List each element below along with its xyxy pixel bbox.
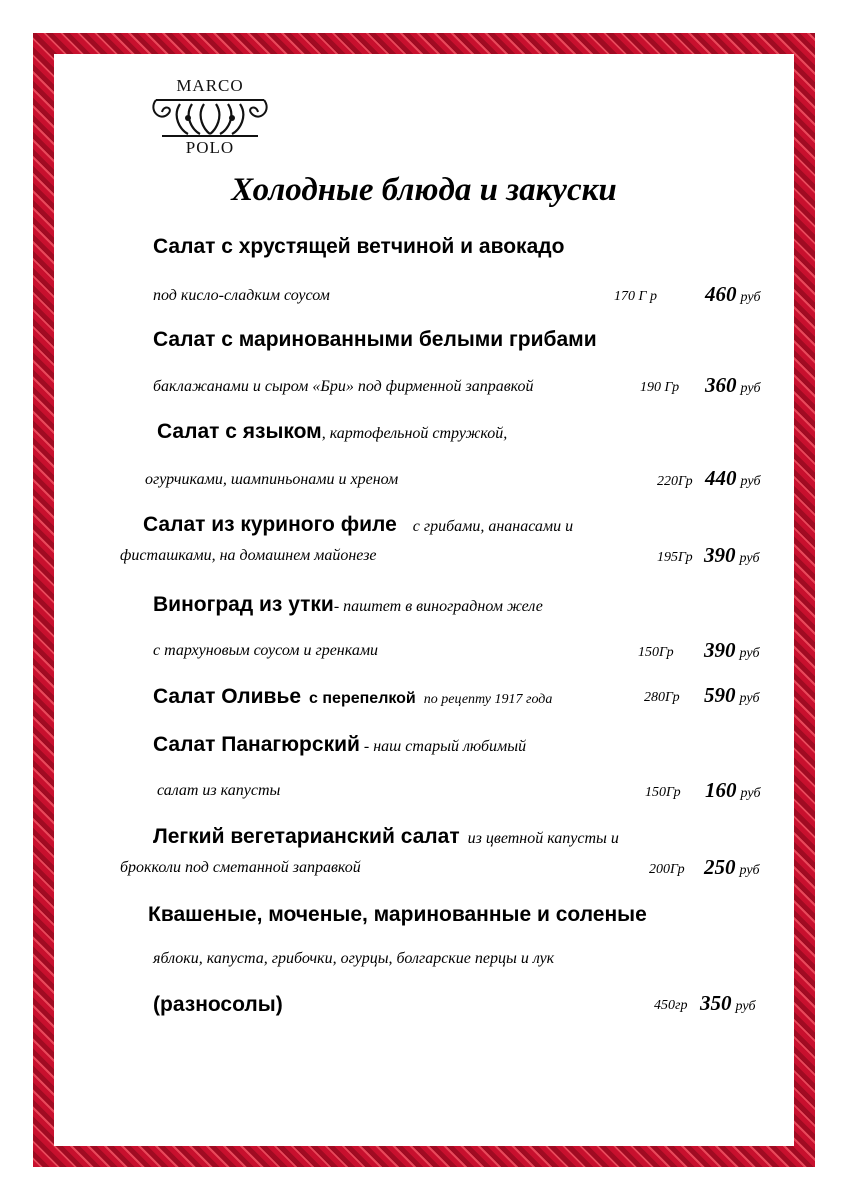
page-title: Холодные блюда и закуски (231, 172, 617, 208)
item-7-description: салат из капусты (157, 782, 281, 799)
item-8-weight: 200Гр (649, 862, 685, 877)
item-7-currency: руб (740, 786, 761, 801)
item-5-price: 390 (704, 638, 736, 662)
item-1-price: 460 (705, 282, 737, 306)
item-9-weight: 450гр (654, 998, 688, 1013)
item-1-price-group (705, 282, 761, 307)
item-4-weight: 195Гр (657, 550, 693, 565)
item-4-price: 390 (704, 543, 736, 567)
item-2-price: 360 (705, 373, 737, 397)
item-2-description: баклажанами и сыром «Бри» под фирменной заправкой (153, 378, 534, 395)
item-3-title-line (157, 420, 507, 444)
item-6-price-group (704, 683, 760, 708)
item-7-price-group (705, 778, 761, 803)
item-8-name: Легкий вегетарианский салат (153, 825, 460, 848)
item-8-price: 250 (704, 855, 736, 879)
item-4-inline-description: с грибами, ананасами и (412, 518, 574, 535)
item-5-description: с тархуновым соусом и гренками (153, 642, 379, 659)
item-2-price-group (705, 373, 761, 398)
item-7-weight: 150Гр (645, 785, 681, 800)
item-5-title-line (153, 593, 543, 617)
item-1-description: под кисло-сладким соусом (153, 287, 330, 304)
item-6-inline-description: по рецепту 1917 года (423, 692, 553, 707)
item-4-title-line (143, 513, 573, 537)
item-2-name: Салат с маринованными белыми грибами (153, 328, 597, 351)
item-8-currency: руб (739, 863, 760, 878)
item-5-weight: 150Гр (638, 645, 674, 660)
item-8-description: брокколи под сметанной заправкой (120, 859, 361, 876)
item-9-name: Квашеные, моченые, маринованные и соленые (148, 903, 647, 926)
item-4-currency: руб (739, 551, 760, 566)
item-2-currency: руб (740, 381, 761, 396)
item-6-weight: 280Гр (644, 690, 680, 705)
item-6-subname: с перепелкой (309, 690, 416, 707)
item-3-name: Салат с языком (157, 420, 322, 443)
item-9-price: 350 (700, 991, 732, 1015)
item-3-description: огурчиками, шампиньонами и хреном (145, 471, 399, 488)
item-7-name: Салат Панагюрский (153, 733, 360, 756)
item-3-inline-description: , картофельной стружкой, (321, 425, 508, 442)
item-9-name-suffix: (разносолы) (153, 993, 283, 1016)
item-6-price: 590 (704, 683, 736, 707)
item-6-title-line (153, 685, 552, 709)
item-6-currency: руб (739, 691, 760, 706)
item-5-inline-description: - паштет в виноградном желе (333, 598, 543, 615)
item-5-currency: руб (739, 646, 760, 661)
item-1-currency: руб (740, 290, 761, 305)
item-9-currency: руб (735, 999, 756, 1014)
item-3-price: 440 (705, 466, 737, 490)
item-4-description: фисташками, на домашнем майонезе (120, 547, 377, 564)
item-6-name: Салат Оливье (153, 685, 302, 708)
item-9-price-group (700, 991, 756, 1016)
item-4-name: Салат из куриного филе (143, 513, 397, 536)
item-7-title-line (153, 733, 526, 757)
item-3-price-group (705, 466, 761, 491)
item-3-weight: 220Гр (657, 474, 693, 489)
item-1-weight: 170 Г р (614, 289, 657, 304)
item-2-weight: 190 Гр (640, 380, 680, 395)
item-4-price-group (704, 543, 760, 568)
item-8-price-group (704, 855, 760, 880)
item-7-price: 160 (705, 778, 737, 802)
logo-bottom-text: POLO (185, 138, 235, 157)
item-8-inline-description: из цветной капусты и (467, 830, 619, 847)
item-8-title-line (153, 825, 619, 849)
item-7-inline-description: - наш старый любимый (363, 738, 527, 755)
logo-emblem-icon (150, 96, 270, 140)
marco-polo-logo (150, 76, 270, 158)
item-3-currency: руб (740, 474, 761, 489)
item-9-description: яблоки, капуста, грибочки, огурцы, болгарские перцы и лук (153, 950, 555, 967)
item-1-name: Салат с хрустящей ветчиной и авокадо (153, 235, 565, 258)
logo-top-text: MARCO (176, 76, 244, 95)
item-5-price-group (704, 638, 760, 663)
item-5-name: Виноград из утки (153, 593, 334, 616)
